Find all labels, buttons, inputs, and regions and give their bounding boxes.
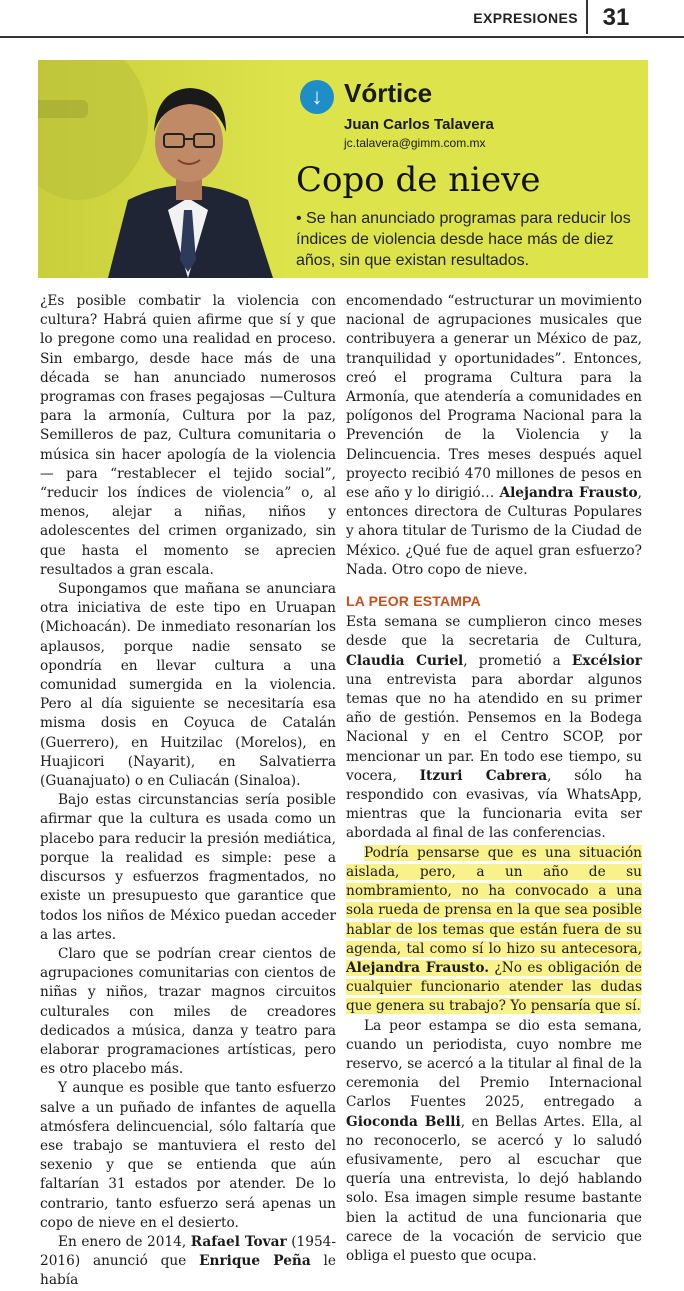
highlighted-text: Podría pensarse que es una situación aislada, pero, a un año de su nombramiento, no ha convocado a una sola rueda de prensa en la que sea posible hablar de los temas que están fuera de su agenda, tal como sí lo hizo su antecesora, (346, 844, 642, 957)
text-run: La peor estampa se dio esta semana, cuando un periodista, cuyo nombre me reservo, se acercó a la titular al final de la ceremonia del Premio Internacional Carlos Fuentes 2025, entregado a (346, 1017, 642, 1111)
column-banner (38, 60, 648, 278)
paragraph: Claro que se podrían crear cientos de agrupaciones comunitarias con cientos de niñas y niños, trazar magnos circuitos culturales con miles de creadores dedicados a música, danza y teatro para elaborar programaciones artísticas, pero es otro placebo más. (40, 945, 336, 1078)
paragraph: Bajo estas circunstancias sería posible afirmar que la cultura es usada como un placebo para reducir la presión mediática, porque la realidad es simple: pese a discursos y esfuerzos fragmentados, no existe un presupuesto que garantice que todos los niños de México puedan acceder a las artes. (40, 792, 336, 943)
text-run: Esta semana se cumplieron cinco meses desde que la secretaria de Cultura, (346, 614, 642, 650)
person-name: Alejandra Frausto (499, 485, 638, 502)
author-email: jc.talavera@gimm.com.mx (344, 136, 486, 150)
text-run: , sólo ha respondido con evasivas, vía WhatsApp, mientras que la funcionaria evita ser abordada al final de las conferencias. (346, 767, 642, 842)
header-rule (0, 36, 684, 38)
column-name: Vórtice (344, 78, 433, 108)
paragraph (346, 292, 642, 580)
person-name: Enrique Peña (199, 1253, 311, 1270)
paragraph: Supongamos que mañana se anunciara otra iniciativa de este tipo en Uruapan (Michoacán). De inmediato resonarían los aplausos, porque nadie sensato se opondría en llevar cultura a una comunidad sumergida en la violencia. Pero al día siguiente se necesitaría esa misma dosis en Coyuca de Catalán (Guerrero), en Huitzilac (Morelos), en Huajicori (Nayarit), en Salvatierra (Guanajuato) o en Culiacán (Sinaloa). (40, 581, 336, 790)
person-name: Claudia Curiel (346, 652, 464, 669)
paragraph (346, 613, 642, 843)
highlighted-paragraph (346, 844, 642, 1017)
paragraph (346, 1017, 642, 1267)
paragraph: ¿Es posible combatir la violencia con cultura? Habrá quien afirme que sí y que lo pregone como una realidad en proceso. Sin embargo, desde hace más de una década se han anunciado numerosos programas con frases pegajosas —Cultura para la armonía, Cultura por la paz, Semilleros de paz, Cultura comunitaria o música sin hacer apología de la violencia— para “restablecer el tejido social”, “reducir los índices de violencia” o, al menos, alejar a niñas, niños y adolescentes del crimen organizado, sin que hasta el momento se aprecien resultados a gran escala. (40, 293, 336, 578)
text-run: , entonces directora de Culturas Populares y ahora titular de Turismo de la Ciudad de México. ¿Qué fue de aquel gran esfuerzo? Nada. Otro copo de nieve. (346, 485, 642, 578)
text-run: (1954-2016) anunció que (40, 1233, 336, 1270)
article-title: Copo de nieve (296, 160, 541, 200)
author-name: Juan Carlos Talavera (344, 116, 494, 133)
person-name: Rafael Tovar (190, 1233, 287, 1250)
article-summary: • Se han anunciado programas para reducir los índices de violencia desde hace más de diez años, sin que existan resultados. (296, 210, 631, 269)
person-name: Itzuri Cabrera (419, 767, 548, 784)
arrow-down-circle-icon: ↓ (300, 80, 334, 114)
text-column-left (40, 292, 336, 1291)
text-column-right (346, 292, 642, 1266)
section-name: EXPRESIONES (473, 10, 578, 26)
page-header (0, 0, 684, 38)
person-name: Alejandra Frausto. (346, 959, 489, 976)
text-run: En enero de 2014, (58, 1233, 191, 1250)
text-run: una entrevista para abordar algunos temas que no ha atendido en su primer año de gestión. Pensemos en la Bodega Nacional y en el Centro SCOP, por mencionar un par. En todo ese tiempo, su vocera, (346, 671, 642, 784)
paragraph (40, 1233, 336, 1291)
paragraph: Y aunque es posible que tanto esfuerzo salve a un puñado de infantes de aquella atmósfera delincuencial, sólo faltaría que ese trabajo se mantuviera el resto del sexenio y que se entienda que aún faltarían 31 estados por atender. De lo contrario, tanto esfuerzo será apenas un copo de nieve en el desierto. (40, 1080, 336, 1231)
text-run: le había (40, 1253, 336, 1289)
author-photo (38, 60, 288, 278)
text-run: , en Bellas Artes. Ella, al no reconocerlo, se acercó y lo saludó efusivamente, pero al escuchar que quería una entrevista, lo dejó hablando solo. Esa imagen simple resume bastante bien la actitud de una funcionaria que carece de la vocación de servicio que obliga el puesto que ocupa. (346, 1113, 643, 1264)
newspaper-name: Excélsior (571, 652, 642, 669)
page-number: 31 (586, 0, 644, 34)
author-photo-illustration (38, 60, 288, 278)
text-run: , prometió a (463, 652, 572, 669)
person-name: Gioconda Belli (346, 1113, 461, 1130)
highlighted-text: ¿No es obligación de cualquier funcionario atender las dudas que genera su trabajo? Yo pensaría que sí. (346, 959, 642, 1015)
text-run: encomendado “estructurar un movimiento nacional de agrupaciones musicales que contribuyera a generar un México de paz, tranquilidad y oportunidades”. Entonces, creó el programa Cultura para la Armonía, que atendería a comunidades en polígonos del Programa Nacional para la Prevención de la Violencia y la Delincuencia. Tres meses después aquel proyecto recibió 470 millones de pesos en ese año y lo dirigió… (346, 293, 642, 502)
subheading: LA PEOR ESTAMPA (346, 593, 481, 610)
